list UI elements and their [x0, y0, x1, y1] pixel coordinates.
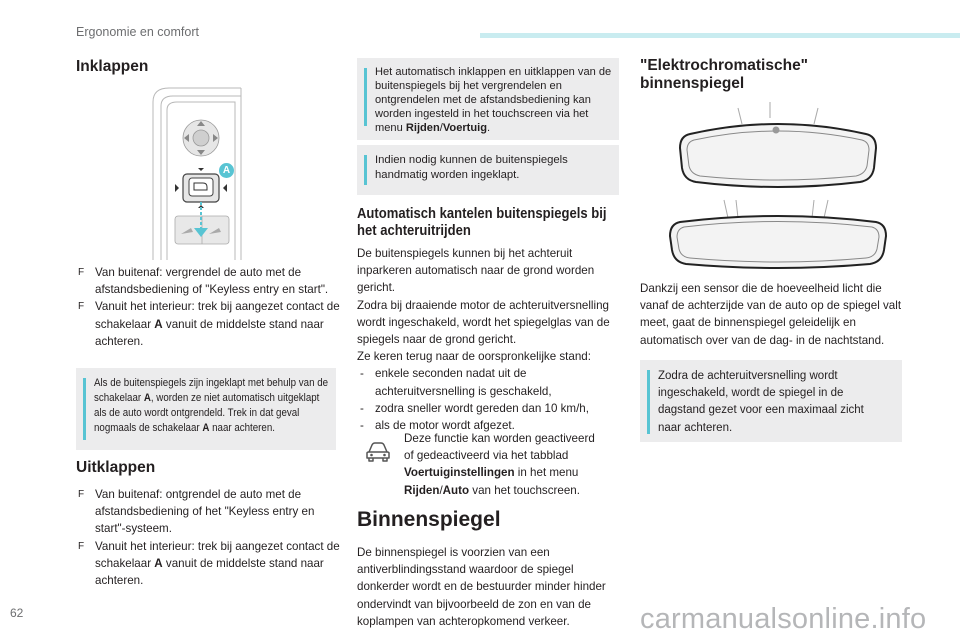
interior-mirror-paragraph: De binnenspiegel is voorzien van een antiverblindingsstand waardoor de spiegel donkerder wordt en de bestuurder minder hinder ondervindt van bijvoorbeeld de zon en van de koplampen van achteropkomend verkeer.: [357, 546, 606, 628]
electrochromatic-paragraph: Dankzij een sensor die de hoeveelheid licht die vanaf de achterzijde van de auto op de spiegel valt meet, gaat de binnenspiegel geleidelijk en automatisch over van de dag- in de nachtstand.: [640, 282, 902, 347]
note-accent-bar: [83, 378, 86, 440]
mirror-switch-illustration: [145, 84, 255, 260]
car-settings-icon: [365, 441, 391, 463]
fold-bullet-2: F Vanuit het interieur: trek bij aangezet contact de schakelaar A vanuit de middelste stand naar achteren.: [78, 300, 340, 348]
heading-electrochromatic: "Elektrochromatische" binnenspiegel: [640, 57, 809, 92]
section-title: Ergonomie en comfort: [76, 25, 199, 39]
page-number: 62: [10, 606, 24, 620]
heading-interior-mirror: Binnenspiegel: [357, 508, 501, 531]
heading-auto-tilt: Automatisch kantelen buitenspiegels bij het achteruitrijden: [357, 206, 607, 239]
reverse-gear-note: Zodra de achteruitversnelling wordt ingeschakeld, wordt de spiegel in de dagstand gezet voor een maximaal zicht naar achteren.: [640, 360, 902, 442]
fold-bullet-1: F Van buitenaf: vergrendel de auto met de afstandsbediening of "Keyless entry en start".: [78, 266, 329, 297]
switch-label-a: A: [219, 163, 234, 178]
settings-info: Deze functie kan worden geactiveerd of gedeactiveerd via het tabblad Voertuiginstellingen in het menu Rijden/Auto van het touchscreen.: [404, 432, 595, 497]
tilt-paragraph-1: De buitenspiegels kunnen bij het achteruit inparkeren automatisch naar de grond worden gericht.: [357, 247, 595, 295]
unfold-bullet-2: F Vanuit het interieur: trek bij aangezet contact de schakelaar A vanuit de middelste stand naar achteren.: [78, 539, 340, 588]
tilt-paragraph-3: Ze keren terug naar de oorspronkelijke stand:: [357, 350, 591, 364]
heading-unfold: Uitklappen: [76, 459, 156, 476]
tilt-dash-1: - enkele seconden nadat uit de achteruitversnelling is geschakeld,: [360, 367, 552, 398]
tilt-paragraph-2: Zodra bij draaiende motor de achteruitversnelling wordt ingeschakeld, wordt het spiegelglas van de spiegels naar de grond gericht.: [357, 298, 610, 347]
tilt-dash-3: - als de motor wordt afgezet.: [360, 419, 515, 433]
heading-fold: Inklappen: [76, 58, 149, 75]
auto-fold-note: Het automatisch inklappen en uitklappen van de buitenspiegels bij het vergrendelen en ontgrendelen met de afstandsbediening kan worden ingesteld in het touchscreen via het menu Rijden/Voertuig.: [357, 58, 619, 140]
fold-note: Als de buitenspiegels zijn ingeklapt met behulp van de schakelaar A, worden ze niet automatisch uitgeklapt als de auto wordt ontgrendeld. Trek in dat geval nogmaals de schakelaar A naar achteren.: [76, 368, 336, 450]
tilt-dash-2: - zodra sneller wordt gereden dan 10 km/h,: [360, 401, 589, 415]
manual-fold-note: Indien nodig kunnen de buitenspiegels handmatig worden ingeklapt.: [357, 145, 619, 195]
unfold-bullet-1: F Van buitenaf: ontgrendel de auto met de afstandsbediening of het "Keyless entry en start"-systeem.: [78, 488, 315, 536]
note-accent-bar: [364, 155, 367, 185]
watermark: carmanualsonline.info: [640, 603, 927, 635]
header-bar: [480, 33, 960, 38]
note-accent-bar: [364, 68, 367, 126]
note-accent-bar: [647, 370, 650, 434]
interior-mirror-illustration: [660, 100, 896, 270]
